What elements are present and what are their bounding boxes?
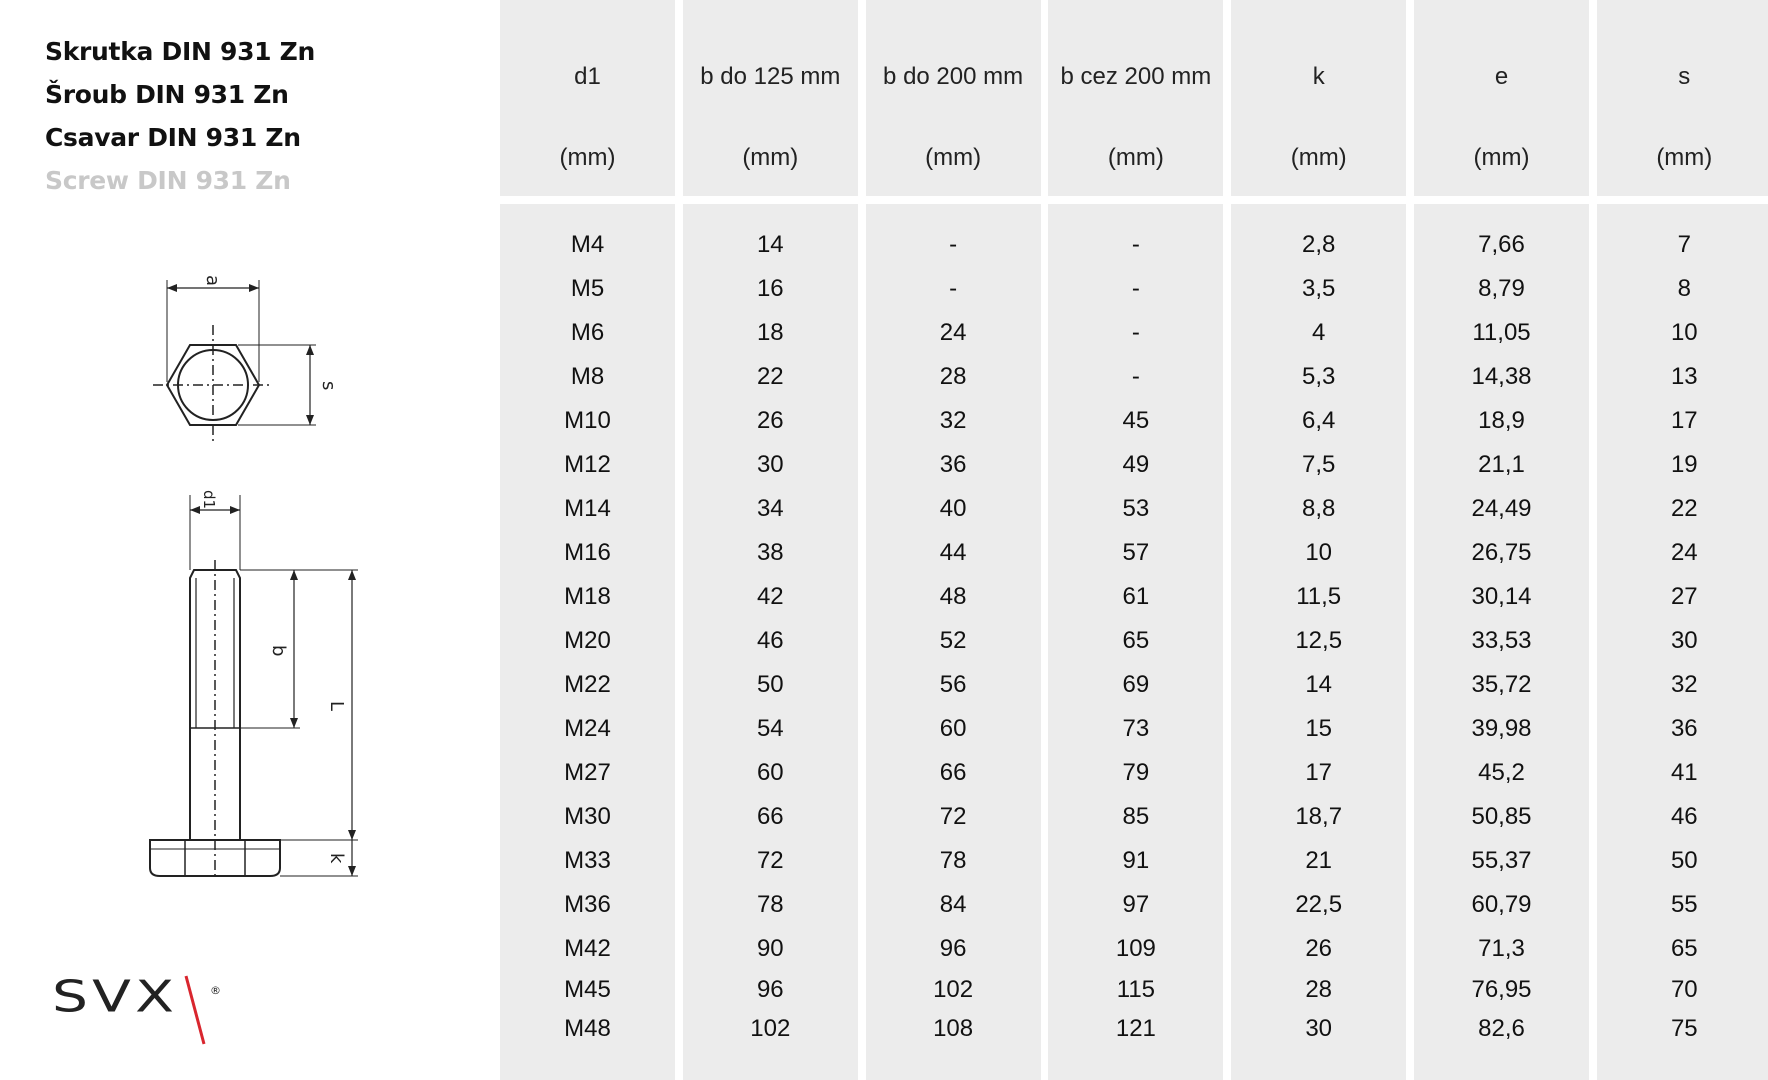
label-a: a — [202, 275, 223, 287]
table-cell: 56 — [939, 671, 967, 698]
table-cell: - — [1131, 319, 1140, 346]
table-cell: M18 — [564, 583, 611, 610]
column-header-unit: (mm) — [742, 144, 799, 171]
table-cell: 55 — [1670, 891, 1698, 918]
table-cell: 73 — [1122, 715, 1150, 742]
table-cell: 121 — [1115, 1015, 1156, 1042]
table-cell: 3,5 — [1302, 275, 1336, 302]
table-cell: 71,3 — [1478, 935, 1525, 962]
column-header-name: s — [1678, 63, 1691, 90]
table-cell: 102 — [933, 976, 974, 1003]
table-cell: 14 — [756, 231, 784, 258]
table-cell: 76,95 — [1471, 976, 1532, 1003]
table-cell: 50 — [756, 671, 784, 698]
table-cell: 45,2 — [1478, 759, 1525, 786]
table-cell: 36 — [1670, 715, 1698, 742]
label-b: b — [268, 645, 289, 657]
label-k: k — [326, 853, 347, 864]
table-cell: 45 — [1122, 407, 1150, 434]
table-cell: 44 — [939, 539, 967, 566]
table-cell: 21,1 — [1478, 451, 1525, 478]
table-cell: 26 — [756, 407, 784, 434]
table-cell: 18,7 — [1295, 803, 1343, 830]
table-cell: 13 — [1670, 363, 1698, 390]
table-cell: 24 — [1670, 539, 1698, 566]
table-cell: - — [949, 231, 958, 258]
label-s: s — [318, 381, 339, 391]
table-cell: 50,85 — [1471, 803, 1532, 830]
table-cell: 17 — [1305, 759, 1333, 786]
table-cell: M4 — [570, 231, 605, 258]
table-cell: M36 — [564, 891, 611, 918]
title-cz: Šroub DIN 931 Zn — [45, 80, 289, 109]
bolt-technical-drawing — [140, 270, 380, 910]
label-d1: d1 — [200, 490, 218, 510]
table-cell: M8 — [570, 363, 605, 390]
table-cell: 28 — [1305, 976, 1333, 1003]
table-cell: 36 — [939, 451, 967, 478]
table-cell: 24 — [939, 319, 967, 346]
table-cell: 21 — [1305, 847, 1333, 874]
title-sk: Skrutka DIN 931 Zn — [45, 37, 316, 66]
table-cell: M6 — [570, 319, 605, 346]
table-cell: 38 — [756, 539, 784, 566]
table-cell: - — [1131, 363, 1140, 390]
table-cell: M16 — [564, 539, 611, 566]
table-cell: 22,5 — [1295, 891, 1343, 918]
table-cell: 57 — [1122, 539, 1150, 566]
table-cell: 2,8 — [1302, 231, 1336, 258]
table-cell: M24 — [564, 715, 611, 742]
column-header-unit: (mm) — [925, 144, 982, 171]
table-cell: 22 — [1670, 495, 1698, 522]
table-cell: 102 — [750, 1015, 791, 1042]
logo-registered-mark: ® — [210, 984, 221, 997]
table-cell: 39,98 — [1471, 715, 1532, 742]
table-cell: 96 — [756, 976, 784, 1003]
table-cell: 7,66 — [1478, 231, 1525, 258]
table-cell: 85 — [1122, 803, 1150, 830]
table-cell: 34 — [756, 495, 784, 522]
title-hu: Csavar DIN 931 Zn — [45, 123, 301, 152]
label-L: L — [326, 701, 347, 712]
table-cell: 70 — [1670, 976, 1698, 1003]
table-cell: 72 — [756, 847, 784, 874]
table-cell: 17 — [1670, 407, 1698, 434]
header-divider — [500, 196, 1768, 204]
column-header-unit: (mm) — [1473, 144, 1530, 171]
table-cell: 14,38 — [1471, 363, 1532, 390]
table-cell: 52 — [939, 627, 967, 654]
table-cell: 27 — [1670, 583, 1698, 610]
table-cell: 18,9 — [1478, 407, 1525, 434]
table-cell: M30 — [564, 803, 611, 830]
table-cell: 18 — [756, 319, 784, 346]
svx-logo — [52, 970, 222, 1050]
logo-text: SVX — [52, 971, 179, 1022]
table-cell: 22 — [756, 363, 784, 390]
table-cell: 30 — [1305, 1015, 1333, 1042]
table-cell: 14 — [1305, 671, 1333, 698]
table-cell: 96 — [939, 935, 967, 962]
table-cell: 11,5 — [1296, 583, 1342, 610]
table-cell: 10 — [1305, 539, 1333, 566]
table-cell: - — [1131, 275, 1140, 302]
table-cell: 16 — [756, 275, 784, 302]
table-cell: M45 — [564, 976, 611, 1003]
table-cell: M5 — [570, 275, 605, 302]
table-cell: 8,79 — [1478, 275, 1525, 302]
table-cell: 10 — [1670, 319, 1698, 346]
table-cell: 33,53 — [1471, 627, 1532, 654]
table-cell: 53 — [1122, 495, 1150, 522]
table-cell: M20 — [564, 627, 611, 654]
table-cell: 26 — [1305, 935, 1333, 962]
table-cell: 41 — [1670, 759, 1698, 786]
column-header-name: b do 200 mm — [883, 63, 1024, 90]
title-en: Screw DIN 931 Zn — [45, 166, 291, 195]
table-cell: 78 — [939, 847, 967, 874]
table-cell: 24,49 — [1471, 495, 1532, 522]
table-cell: 30 — [1670, 627, 1698, 654]
product-titles — [45, 30, 315, 202]
table-cell: M48 — [564, 1015, 611, 1042]
table-cell: M10 — [564, 407, 611, 434]
table-cell: 49 — [1122, 451, 1150, 478]
column-header-name: k — [1312, 63, 1325, 90]
column-header-unit: (mm) — [559, 144, 616, 171]
table-cell: - — [949, 275, 958, 302]
table-cell: 90 — [756, 935, 784, 962]
column-header-unit: (mm) — [1107, 144, 1164, 171]
table-cell: M33 — [564, 847, 611, 874]
table-cell: 75 — [1670, 1015, 1698, 1042]
table-cell: 54 — [756, 715, 784, 742]
table-cell: 6,4 — [1302, 407, 1336, 434]
table-cell: 78 — [756, 891, 784, 918]
table-cell: 7 — [1677, 231, 1691, 258]
table-cell: 97 — [1122, 891, 1150, 918]
table-cell: 91 — [1122, 847, 1150, 874]
table-cell: 60,79 — [1471, 891, 1532, 918]
table-cell: M42 — [564, 935, 611, 962]
table-cell: 40 — [939, 495, 967, 522]
table-cell: 7,5 — [1302, 451, 1336, 478]
table-cell: M27 — [564, 759, 611, 786]
table-cell: 26,75 — [1471, 539, 1532, 566]
table-cell: 69 — [1122, 671, 1150, 698]
table-cell: 42 — [756, 583, 784, 610]
table-cell: 32 — [1670, 671, 1698, 698]
table-cell: 28 — [939, 363, 967, 390]
table-cell: 65 — [1122, 627, 1150, 654]
table-cell: M22 — [564, 671, 611, 698]
table-cell: 109 — [1115, 935, 1156, 962]
table-cell: 66 — [756, 803, 784, 830]
column-header-name: b cez 200 mm — [1060, 63, 1212, 90]
table-cell: 12,5 — [1295, 627, 1343, 654]
table-cell: 19 — [1670, 451, 1698, 478]
table-cell: 115 — [1116, 976, 1156, 1003]
logo-slash — [186, 976, 204, 1044]
column-header-name: e — [1494, 63, 1509, 90]
table-cell: 5,3 — [1302, 363, 1336, 390]
column-header-name: b do 125 mm — [700, 63, 841, 90]
table-cell: 82,6 — [1478, 1015, 1525, 1042]
table-cell: 108 — [933, 1015, 974, 1042]
table-cell: 8 — [1677, 275, 1691, 302]
table-cell: 35,72 — [1471, 671, 1532, 698]
column-header-unit: (mm) — [1656, 144, 1713, 171]
table-cell: 55,37 — [1471, 847, 1532, 874]
table-cell: 8,8 — [1302, 495, 1336, 522]
table-cell: 66 — [939, 759, 967, 786]
column-header-unit: (mm) — [1290, 144, 1347, 171]
table-cell: 46 — [1670, 803, 1698, 830]
table-cell: 72 — [939, 803, 967, 830]
table-cell: 60 — [756, 759, 784, 786]
table-cell: M12 — [564, 451, 611, 478]
table-cell: 65 — [1670, 935, 1698, 962]
table-cell: - — [1131, 231, 1140, 258]
table-cell: 32 — [939, 407, 967, 434]
table-cell: 30,14 — [1471, 583, 1532, 610]
table-cell: M14 — [564, 495, 611, 522]
table-cell: 50 — [1670, 847, 1698, 874]
table-cell: 15 — [1305, 715, 1333, 742]
dimension-table — [500, 0, 1768, 1080]
table-cell: 84 — [939, 891, 967, 918]
table-cell: 60 — [939, 715, 967, 742]
table-cell: 30 — [756, 451, 784, 478]
table-cell: 4 — [1312, 319, 1326, 346]
table-cell: 61 — [1122, 583, 1150, 610]
column-header-name: d1 — [574, 63, 601, 90]
table-cell: 11,05 — [1472, 319, 1531, 346]
table-cell: 79 — [1122, 759, 1150, 786]
table-cell: 48 — [939, 583, 967, 610]
table-cell: 46 — [756, 627, 784, 654]
